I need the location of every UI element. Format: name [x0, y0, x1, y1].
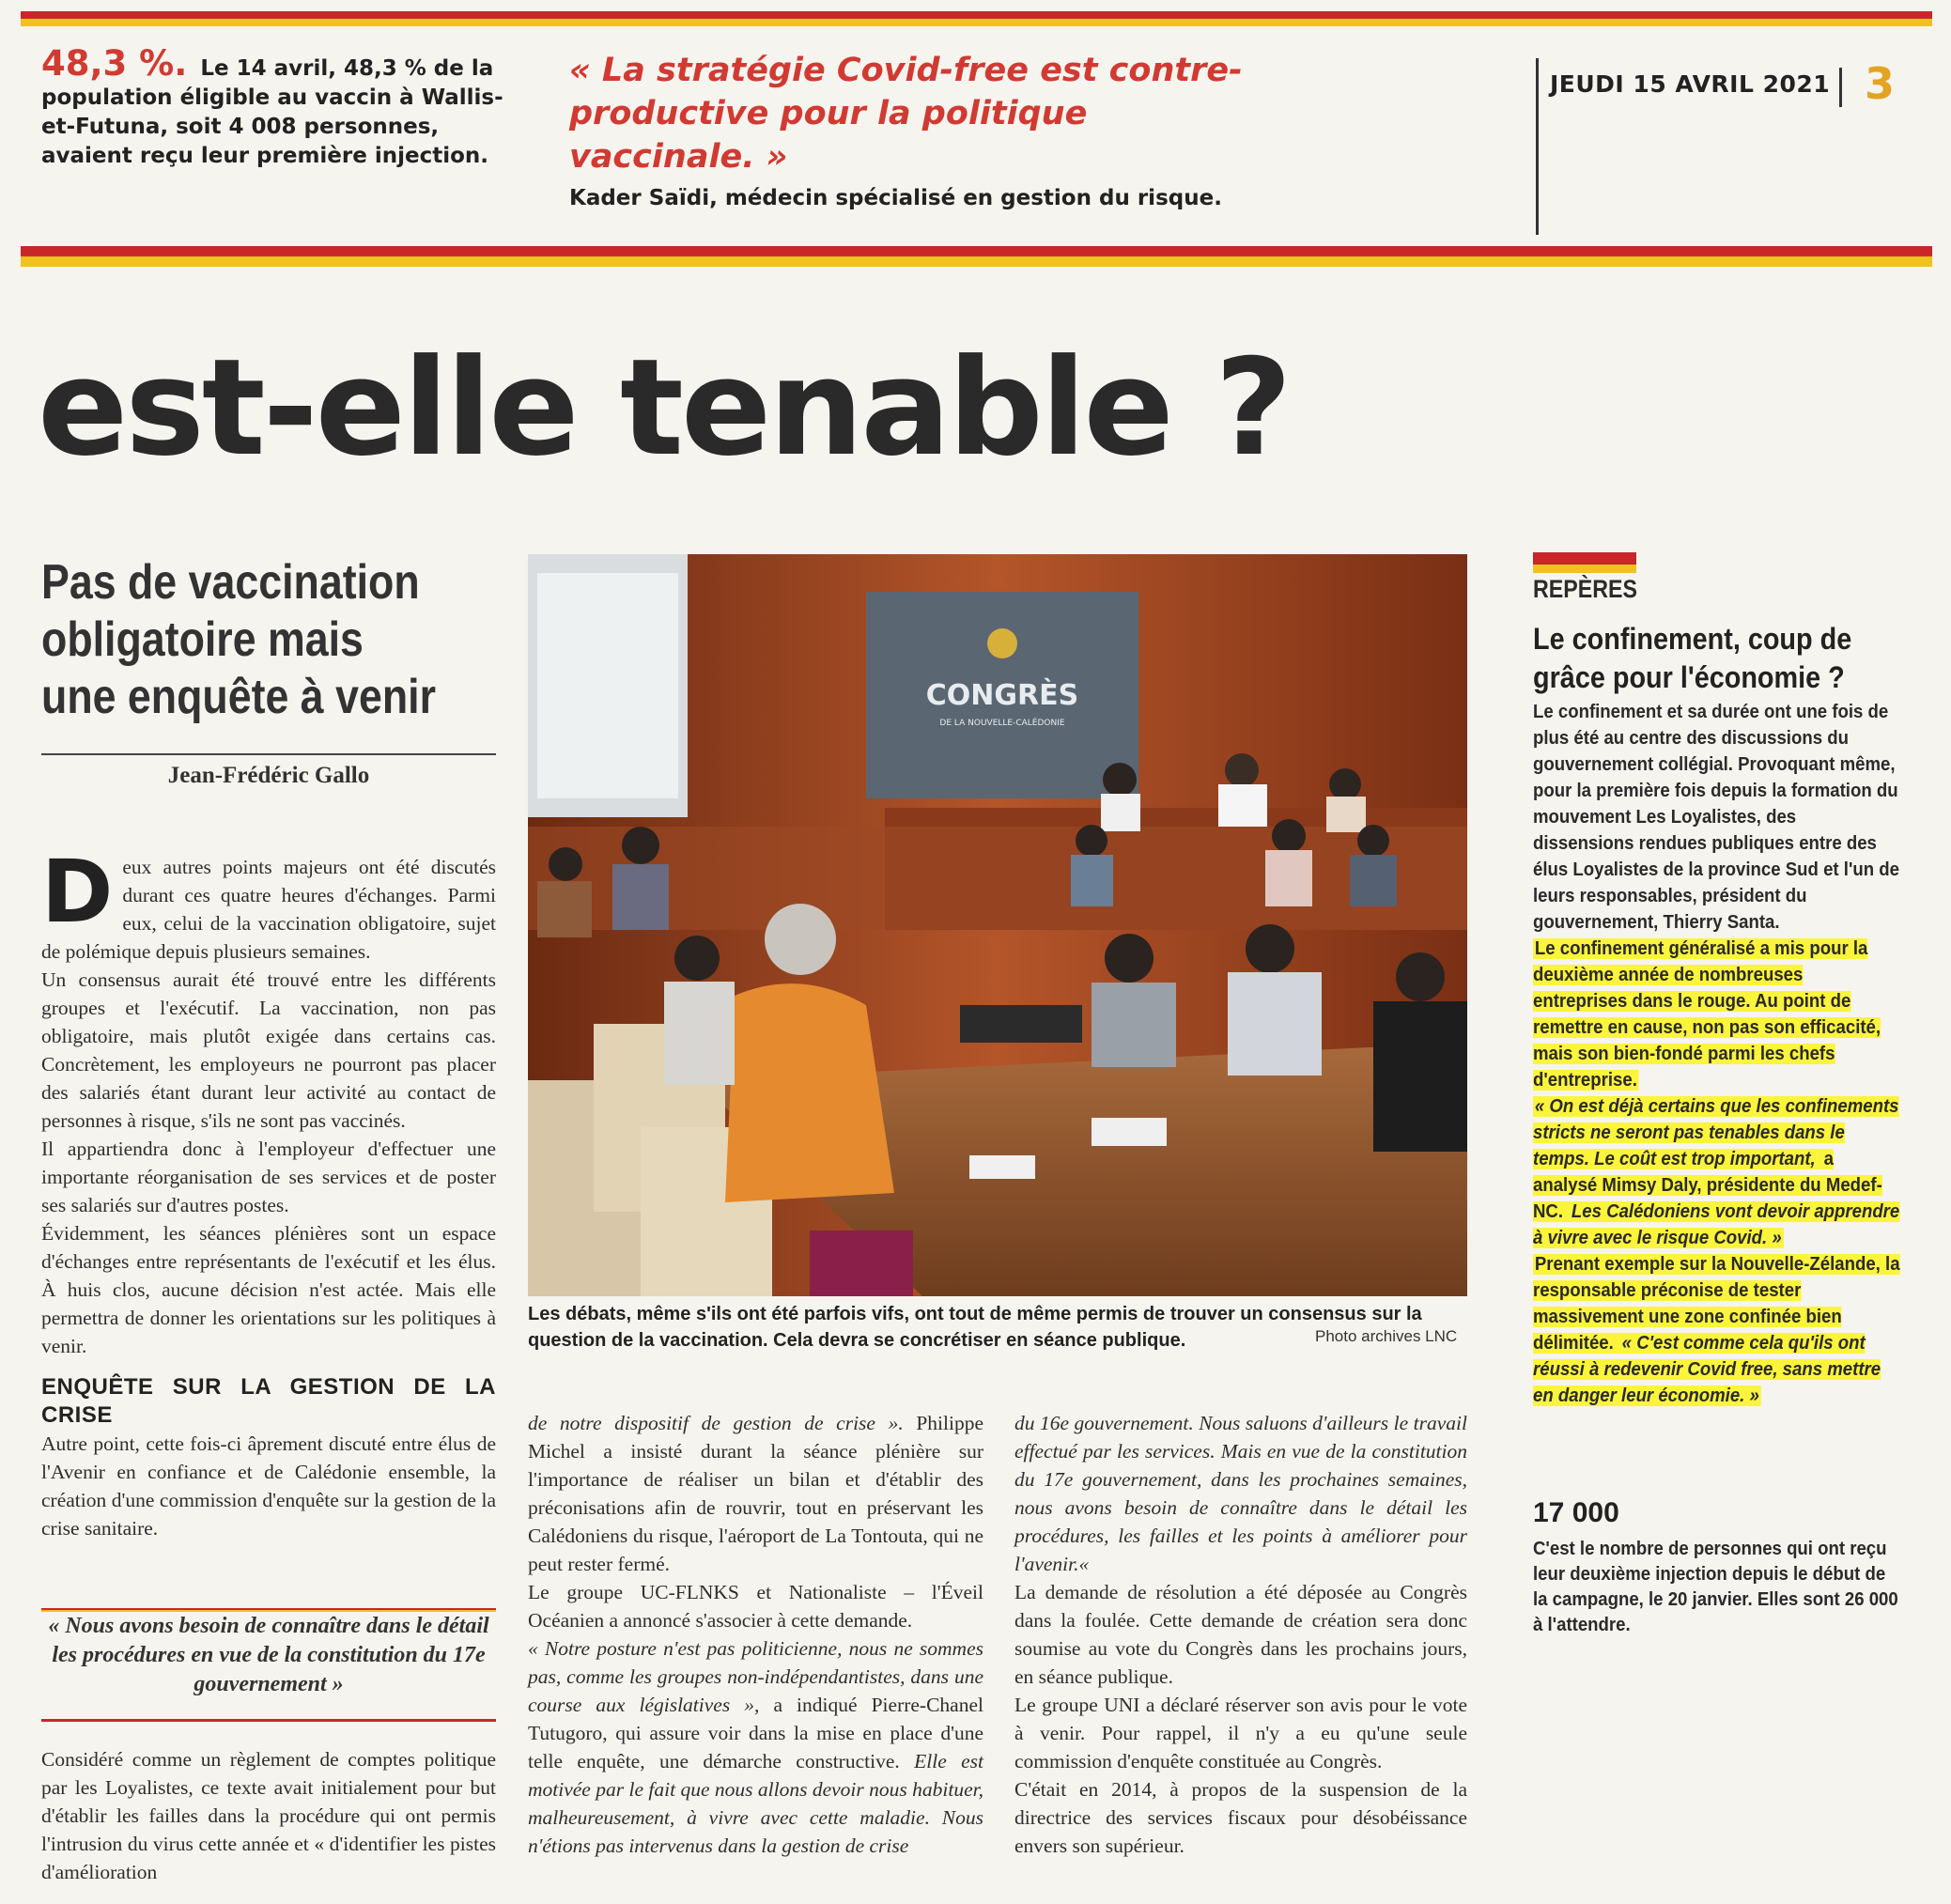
wall-logo-subtitle: DE LA NOUVELLE-CALÉDONIE [939, 719, 1065, 728]
article-column-3 [1014, 1409, 1467, 1860]
section-title: ENQUÊTE SUR LA GESTION DE LA CRISE [41, 1374, 496, 1428]
paragraph: Évidemment, les séances plénières sont un espace d'échanges entre représentants de l'exécutif et les élus. À huis clos, aucune décision n'est actée. Mais elle permettra de donner les orientations sur les politiques à venir. [41, 1222, 496, 1357]
quote-text: « Notre posture n'est pas politicienne, nous ne sommes pas, comme les groupes non-indépendantistes, dans une course aux législatives », [528, 1637, 983, 1716]
article-column-2 [528, 1409, 983, 1860]
header-stat [41, 43, 530, 171]
page-number-divider [1839, 68, 1842, 107]
article-author: Jean-Frédéric Gallo [167, 763, 370, 788]
paragraph: Le groupe UNI a déclaré réserver son avis pour le vote à venir. Pour rappel, il n'y a eu qu'une seule commission d'enquête constituée au Congrès. [1014, 1694, 1467, 1772]
highlighted-paragraph [1533, 1093, 1900, 1251]
paragraph: La demande de résolution a été déposée au Congrès dans la foulée. Cette demande de création sera donc soumise au vote du Congrès dans les prochains jours, en séance publique. [1014, 1581, 1467, 1688]
highlighted-quote: Les Calédoniens vont devoir apprendre à vivre avec le risque Covid. » [1533, 1201, 1900, 1248]
top-color-band [21, 11, 1932, 26]
paragraph [528, 1409, 983, 1578]
header-quote: « La stratégie Covid-free est contre-productive pour la politique vaccinale. » [569, 52, 1243, 176]
article-subhead: Pas de vaccination obligatoire mais une enquête à venir [41, 555, 437, 724]
highlighted-text: a analysé Mimsy Daly, présidente du Medef-NC. [1533, 1149, 1882, 1222]
mid-color-band [21, 246, 1932, 267]
paragraph: Il appartiendra donc à l'employeur d'effectuer une importante réorganisation de ses services et de poster ses salariés sur d'autres postes. [41, 1138, 496, 1216]
paragraph: du 16e gouvernement. Nous saluons d'ailleurs le travail effectué par les services. Mais en vue de la constitution du 17e gouvernement, dans les prochaines semaines, nous avons besoin de connaître dans le détail les procédures, les failles et les points à améliorer pour l'avenir.« [1014, 1412, 1467, 1575]
paragraph-text: a indiqué Pierre-Chanel Tutugoro, qui assure voir dans la mise en place d'une telle enquête, une démarche constructive. [528, 1694, 983, 1772]
quote-text: Elle est motivée par le fait que nous allons devoir nous habituer, malheureusement, à vivre avec cette maladie. Nous n'étions pas intervenus dans la gestion de crise [528, 1750, 983, 1857]
article-column-1 [41, 842, 496, 1542]
wall-logo-title: CONGRÈS [925, 679, 1079, 712]
article-photo [528, 554, 1467, 1296]
paragraph [41, 842, 496, 966]
pull-quote: « Nous avons besoin de connaître dans le détail les procédures en vue de la constitution du 17e gouvernement » [48, 1614, 489, 1696]
reperes-body [1533, 699, 1900, 1409]
paragraph: C'était en 2014, à propos de la suspension de la directrice des services fiscaux pour désobéissance envers son supérieur. [1014, 1778, 1467, 1857]
page-number: 3 [1865, 58, 1896, 109]
highlighted-text: Le confinement généralisé a mis pour la deuxième année de nombreuses entreprises dans le rouge. Au point de remettre en cause, non pas son efficacité, mais son bien-fondé parmi les chefs d'entreprise. [1533, 938, 1881, 1091]
photo-credit: Photo archives LNC [1315, 1327, 1458, 1345]
highlighted-quote: « C'est comme cela qu'ils ont réussi à redevenir Covid free, sans mettre en danger leur économie. » [1533, 1333, 1881, 1406]
author-rule [41, 753, 496, 755]
reperes-color-bar [1533, 552, 1636, 573]
highlighted-text: Prenant exemple sur la Nouvelle-Zélande, la responsable préconise de tester massivement une zone confinée bien délimitée. [1533, 1254, 1900, 1354]
photo-caption: Les débats, même s'ils ont été parfois vifs, ont tout de même permis de trouver un consensus sur la question de la vaccination. Cela devra se concrétiser en séance publique. [528, 1304, 1422, 1351]
highlighted-paragraph [1533, 936, 1900, 1093]
paragraph-text: Philippe Michel a insisté durant la séance plénière sur l'importance de réaliser un bilan et d'établir des préconisations afin de rouvrir, tout en préservant les Calédoniens du risque, l'aéroport de La Tontouta, qui ne peut rester fermé. [528, 1412, 983, 1575]
header-divider [1536, 58, 1539, 235]
highlighted-quote: « On est déjà certains que les confinements stricts ne seront pas tenables dans le temps. Le coût est trop important, [1533, 1096, 1899, 1169]
header-quote-author: Kader Saïdi, médecin spécialisé en gestion du risque. [569, 186, 1222, 210]
header-stat-figure: 48,3 %. [41, 43, 188, 84]
reperes-label: REPÈRES [1533, 575, 1637, 603]
paragraph-text: eux autres points majeurs ont été discutés durant ces quatre heures d'échanges. Parmi eux, celui de la vaccination obligatoire, sujet de polémique depuis plusieurs semaines. [41, 856, 496, 963]
reperes-stat-text: C'est le nombre de personnes qui ont reçu leur deuxième injection depuis le début de la campagne, le 20 janvier. Elles sont 26 000 à l'attendre. [1533, 1539, 1898, 1635]
quote-text: de notre dispositif de gestion de crise ». [528, 1412, 904, 1434]
header-stat-text: Le 14 avril, 48,3 % de la population éligible au vaccin à Wallis-et-Futuna, soit 4 008 personnes, avaient reçu leur première injection. [41, 56, 503, 168]
drop-cap: D [41, 842, 114, 942]
paragraph [528, 1634, 983, 1860]
pull-quote-rule-bottom [41, 1719, 496, 1722]
reperes-stat: 17 000 [1533, 1497, 1619, 1528]
paragraph: Le confinement et sa durée ont une fois de plus été au centre des discussions du gouvernement collégial. Provoquant même, pour la première fois depuis la formation du mouvement Les Loyalistes, des dissensions rendues publiques entre des élus Loyalistes de la province Sud et l'un de leurs responsables, président du gouvernement, Thierry Santa. [1533, 702, 1899, 933]
highlighted-paragraph [1533, 1251, 1900, 1409]
paragraph: Le groupe UC-FLNKS et Nationaliste – l'Éveil Océanien a annoncé s'associer à cette demande. [528, 1581, 983, 1632]
reperes-title: Le confinement, coup de grâce pour l'économie ? [1533, 622, 1852, 694]
headline: est-elle tenable ? [38, 331, 1290, 486]
paragraph: Autre point, cette fois-ci âprement discuté entre élus de l'Avenir en confiance et de Calédonie ensemble, la création d'une commission d'enquête sur la gestion de la crise sanitaire. [41, 1432, 496, 1540]
article-column-1-bottom [41, 1745, 496, 1886]
paragraph: Considéré comme un règlement de comptes politique par les Loyalistes, ce texte avait initialement pour but d'établir les failles dans la procédure qui ont permis l'intrusion du virus cette année et « d'identifier les pistes d'amélioration [41, 1748, 496, 1883]
paragraph: Un consensus aurait été trouvé entre les différents groupes et l'exécutif. La vaccination, non pas obligatoire, mais plutôt exigée dans certains cas. Concrètement, les employeurs ne pourront pas placer des salariés étant durant leur activité au contact de personnes à risque, s'ils ne sont pas vaccinés. [41, 968, 496, 1132]
issue-date: JEUDI 15 AVRIL 2021 [1550, 70, 1831, 98]
